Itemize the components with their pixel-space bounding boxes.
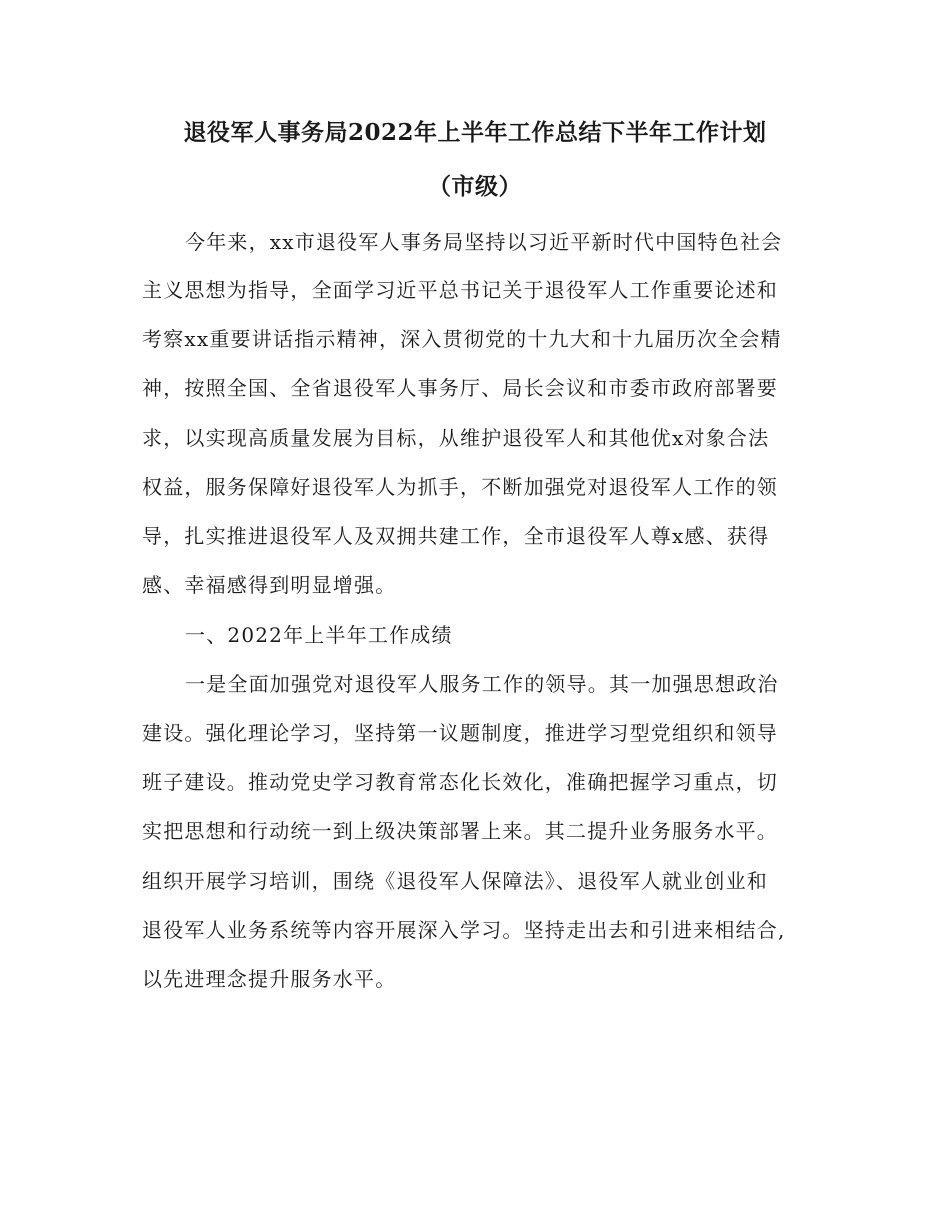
text-line: 主义思想为指导，全面学习近平总书记关于退役军人工作重要论述和 (142, 278, 778, 302)
text-line: 建设。强化理论学习，坚持第一议题制度，推进学习型党组织和领导 (142, 721, 778, 745)
document-subtitle: （市级） (428, 173, 522, 200)
text-line: 感、幸福感得到明显增强。 (142, 573, 397, 597)
text-line: 导，扎实推进退役军人及双拥共建工作，全市退役军人尊x感、获得 (142, 524, 770, 548)
text-line: 一是全面加强党对退役军人服务工作的领导。其一加强思想政治 (185, 672, 779, 696)
document-title: 退役军人事务局2022年上半年工作总结下半年工作计划 (183, 119, 767, 146)
text-line: 退役军人业务系统等内容开展深入学习。坚持走出去和引进来相结合, (142, 918, 786, 942)
text-line: 求，以实现高质量发展为目标，从维护退役军人和其他优x对象合法 (142, 426, 770, 450)
section-heading: 一、2022年上半年工作成绩 (185, 623, 453, 647)
text-line: 实把思想和行动统一到上级决策部署上来。其二提升业务服务水平。 (142, 819, 778, 843)
text-line: 权益，服务保障好退役军人为抓手，不断加强党对退役军人工作的领 (142, 475, 778, 499)
text-line: 组织开展学习培训，围绕《退役军人保障法》、退役军人就业创业和 (142, 869, 768, 893)
text-line: 考察xx重要讲话指示精神，深入贯彻党的十九大和十九届历次全会精 (142, 327, 782, 351)
text-line: 今年来，xx市退役军人事务局坚持以习近平新时代中国特色社会 (185, 230, 783, 254)
text-line: 神，按照全国、全省退役军人事务厅、局长会议和市委市政府部署要 (142, 376, 778, 400)
text-line: 以先进理念提升服务水平。 (142, 967, 397, 991)
text-line: 班子建设。推动党史学习教育常态化长效化，准确把握学习重点，切 (142, 770, 778, 794)
